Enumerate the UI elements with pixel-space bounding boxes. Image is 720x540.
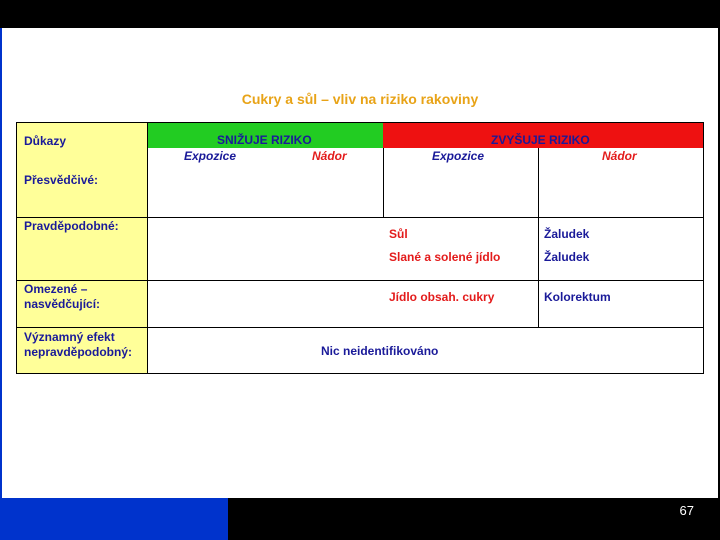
limited-exposure-sugars: Jídlo obsah. cukry (389, 290, 495, 304)
row-label-unlikely-2: nepravděpodobný: (24, 345, 133, 359)
decreases-risk-label: SNIŽUJE RIZIKO (217, 133, 312, 147)
column-divider (383, 148, 384, 217)
row-divider (17, 217, 703, 218)
limited-tumor-colorectum: Kolorektum (544, 290, 611, 304)
probable-exposure-salted-food: Slané a solené jídlo (389, 250, 501, 264)
row-label-limited-1: Omezené – (24, 282, 88, 296)
row-label-limited-2: nasvědčující: (24, 297, 101, 311)
bottom-accent-block (0, 498, 228, 540)
top-bar (0, 0, 720, 28)
probable-tumor-stomach-1: Žaludek (544, 227, 590, 241)
increases-exposure-header: Expozice (432, 149, 485, 163)
row-divider (17, 327, 703, 328)
evidence-table (16, 122, 704, 374)
increases-risk-label: ZVYŠUJE RIZIKO (491, 133, 590, 147)
decreases-tumor-header: Nádor (312, 149, 347, 163)
row-label-unlikely-1: Významný efekt (24, 330, 115, 344)
row-divider (17, 280, 703, 281)
column-divider (538, 148, 539, 327)
increases-tumor-header: Nádor (602, 149, 637, 163)
evidence-header: Důkazy (24, 134, 67, 148)
row-label-probable: Pravděpodobné: (24, 219, 119, 233)
row-label-convincing: Přesvědčivé: (24, 173, 99, 187)
probable-exposure-salt: Sůl (389, 227, 408, 241)
decreases-exposure-header: Expozice (184, 149, 237, 163)
slide-title: Cukry a sůl – vliv na riziko rakoviny (241, 91, 479, 107)
page-number: 67 (679, 503, 694, 518)
probable-tumor-stomach-2: Žaludek (544, 250, 590, 264)
nothing-identified-note: Nic neidentifikováno (321, 344, 439, 358)
